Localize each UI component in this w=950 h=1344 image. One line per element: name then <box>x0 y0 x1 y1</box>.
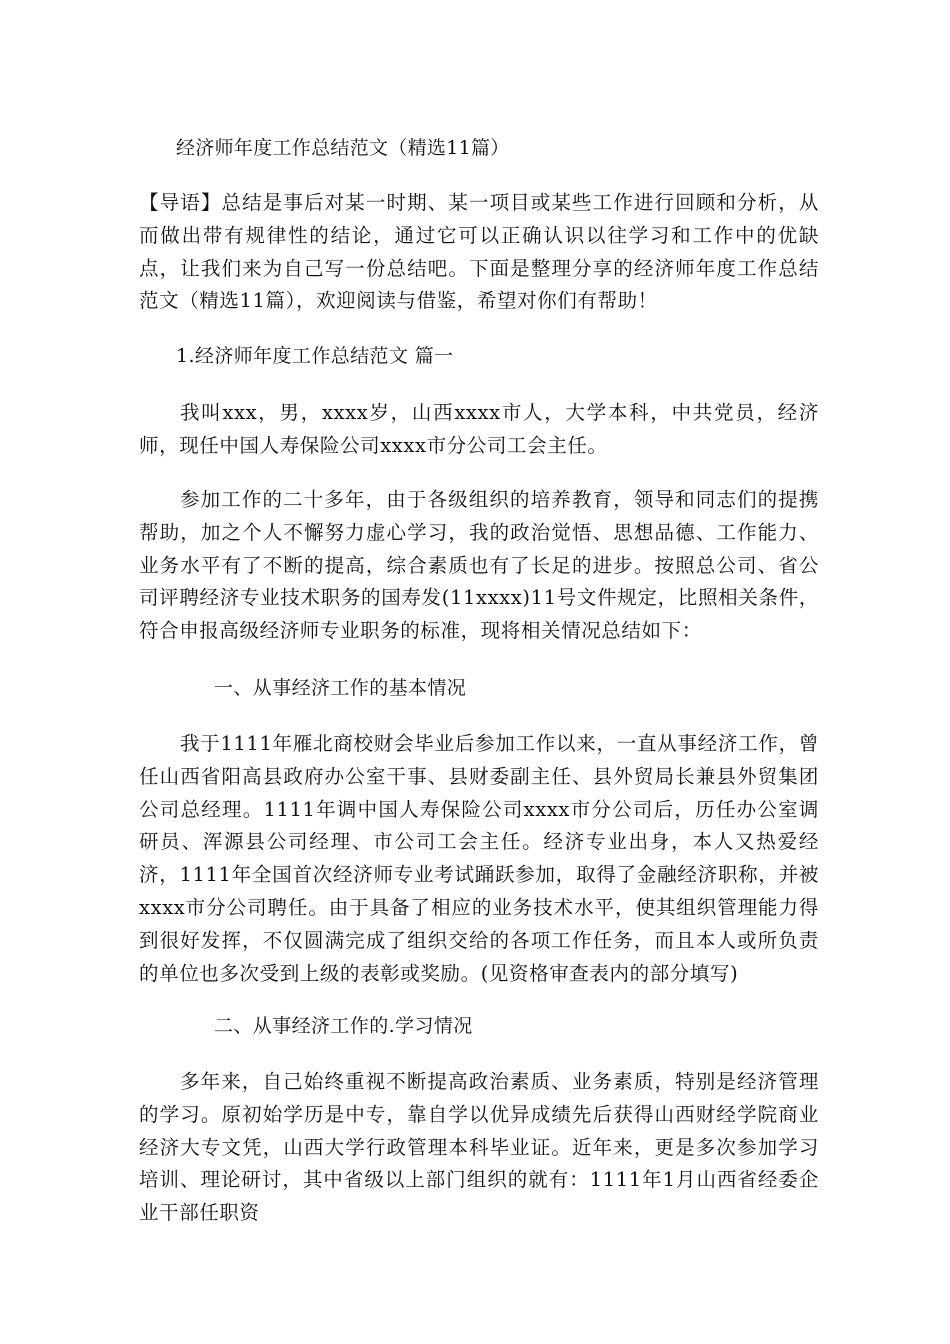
paragraph-self-introduction: 我叫xxx，男，xxxx岁，山西xxxx市人，大学本科，中共党员，经济师，现任中国人寿保险公司xxxx市分公司工会主任。 <box>139 401 819 457</box>
heading-study-situation: 二、从事经济工作的.学习情况 <box>214 1015 473 1037</box>
heading-basic-situation: 一、从事经济工作的基本情况 <box>214 677 467 699</box>
section-1-title: 1.经济师年度工作总结范文 篇一 <box>176 345 454 367</box>
document-title: 经济师年度工作总结范文（精选11篇） <box>176 137 510 159</box>
intro-paragraph: 【导语】总结是事后对某一时期、某一项目或某些工作进行回顾和分析，从而做出带有规律性的结论，通过它可以正确认识以往学习和工作中的优缺点，让我们来为自己写一份总结吧。下面是整理分享的经济师年度工作总结范文（精选11篇），欢迎阅读与借鉴，希望对你们有帮助！ <box>139 191 819 313</box>
paragraph-basic-situation: 我于1111年雁北商校财会毕业后参加工作以来，一直从事经济工作，曾任山西省阳高县政府办公室干事、县财委副主任、县外贸局长兼县外贸集团公司总经理。1111年调中国人寿保险公司xxxx市分公司后，历任办公室调研员、浑源县公司经理、市公司工会主任。经济专业出身，本人又热爱经济，1111年全国首次经济师专业考试踊跃参加，取得了金融经济职称，并被xxxx市分公司聘任。由于具备了相应的业务技术水平，使其组织管理能力得到很好发挥，不仅圆满完成了组织交给的各项工作任务，而且本人或所负责的单位也多次受到上级的表彰或奖励。(见资格审查表内的部分填写) <box>139 732 819 985</box>
paragraph-study-situation: 多年来，自己始终重视不断提高政治素质、业务素质，特别是经济管理的学习。原初始学历是中专，靠自学以优异成绩先后获得山西财经学院商业经济大专文凭，山西大学行政管理本科毕业证。近年来，更是多次参加学习培训、理论研讨，其中省级以上部门组织的就有：1111年1月山西省经委企业干部任职资 <box>139 1070 819 1225</box>
paragraph-work-experience: 参加工作的二十多年，由于各级组织的培养教育，领导和同志们的提携帮助，加之个人不懈努力虚心学习，我的政治觉悟、思想品德、工作能力、业务水平有了不断的提高，综合素质也有了长足的进步。按照总公司、省公司评聘经济专业技术职务的国寿发(11xxxx)11号文件规定，比照相关条件，符合申报高级经济师专业职务的标准，现将相关情况总结如下： <box>139 488 819 643</box>
